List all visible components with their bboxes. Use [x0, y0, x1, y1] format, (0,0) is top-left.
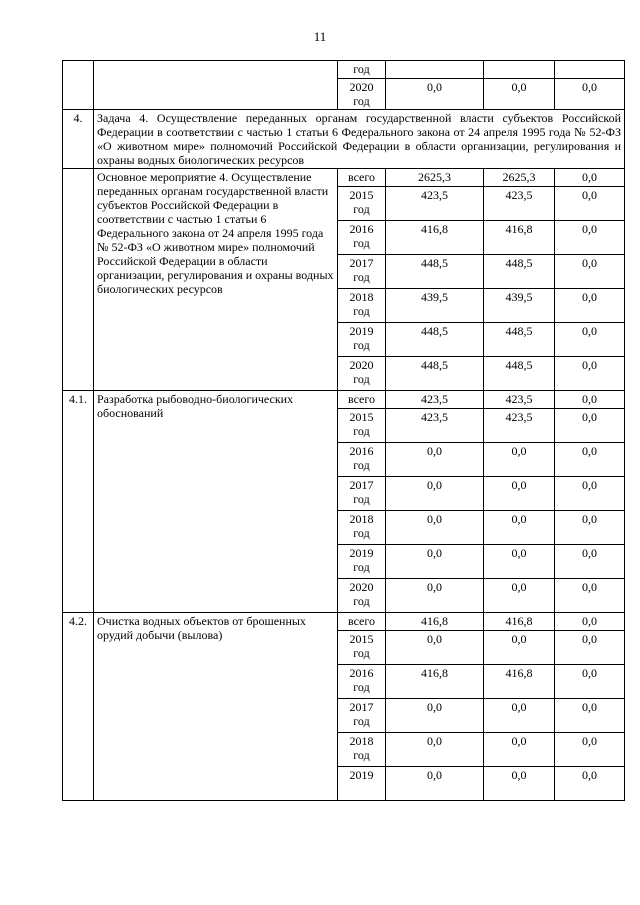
task-text: Задача 4. Осуществление переданных органам государственной власти субъектов Российской Федерации в соответствии с частью 1 статьи 6 Федерального закона от 24 апреля 1995 года № 52-ФЗ «О животном мире» полномочий Российской Федерации в области организации, регулирования и охраны водных биологических ресурсов	[94, 110, 625, 169]
year-cell: всего	[338, 613, 386, 631]
value-cell: 0,0	[484, 545, 555, 579]
task-number: 4.	[63, 110, 94, 169]
value-cell: 0,0	[555, 699, 625, 733]
budget-table	[62, 60, 625, 801]
value-cell: 2625,3	[484, 169, 555, 187]
year-cell: 2016 год	[338, 221, 386, 255]
year-cell: 2020 год	[338, 357, 386, 391]
value-cell: 0,0	[484, 733, 555, 767]
value-cell: 416,8	[484, 221, 555, 255]
year-cell: 2017 год	[338, 477, 386, 511]
year-cell: всего	[338, 169, 386, 187]
value-cell: 0,0	[555, 443, 625, 477]
value-cell: 416,8	[386, 613, 484, 631]
table-row	[63, 391, 625, 409]
value-cell: 0,0	[555, 511, 625, 545]
value-cell: 0,0	[484, 477, 555, 511]
budget-table-body	[63, 61, 625, 801]
value-cell: 439,5	[484, 289, 555, 323]
value-cell: 0,0	[484, 699, 555, 733]
year-cell: 2016 год	[338, 665, 386, 699]
value-cell: 0,0	[555, 391, 625, 409]
value-cell: 0,0	[555, 409, 625, 443]
value-cell: 0,0	[555, 289, 625, 323]
year-cell: 2015 год	[338, 409, 386, 443]
value-cell: 0,0	[555, 579, 625, 613]
value-cell: 0,0	[555, 357, 625, 391]
value-cell: 448,5	[386, 357, 484, 391]
value-cell: 416,8	[484, 665, 555, 699]
year-cell: 2018 год	[338, 289, 386, 323]
value-cell	[386, 61, 484, 79]
value-cell: 2625,3	[386, 169, 484, 187]
value-cell: 0,0	[386, 477, 484, 511]
value-cell: 0,0	[555, 187, 625, 221]
value-cell: 0,0	[386, 631, 484, 665]
value-cell: 0,0	[555, 545, 625, 579]
value-cell: 423,5	[484, 409, 555, 443]
value-cell: 0,0	[555, 169, 625, 187]
value-cell: 0,0	[484, 79, 555, 110]
year-cell: 2017 год	[338, 699, 386, 733]
value-cell: 0,0	[386, 443, 484, 477]
value-cell: 423,5	[386, 391, 484, 409]
year-cell: 2019 год	[338, 323, 386, 357]
value-cell: 0,0	[386, 733, 484, 767]
section-number	[63, 169, 94, 391]
year-cell: 2020 год	[338, 79, 386, 110]
number-cell	[63, 61, 94, 110]
section-title: Основное мероприятие 4. Осуществление переданных органам государственной власти субъектов Российской Федерации в соответствии с частью 1 статьи 6 Федерального закона от 24 апреля 1995 года № 52-ФЗ «О животном мире» полномочий Российской Федерации в области организации, регулирования и охраны водных биологических ресурсов	[94, 169, 338, 391]
value-cell: 0,0	[555, 631, 625, 665]
value-cell: 0,0	[484, 579, 555, 613]
year-cell: 2019	[338, 767, 386, 801]
year-cell: 2015 год	[338, 631, 386, 665]
table-row	[63, 613, 625, 631]
year-cell: 2019 год	[338, 545, 386, 579]
table-row	[63, 169, 625, 187]
value-cell: 0,0	[386, 511, 484, 545]
value-cell: 416,8	[386, 665, 484, 699]
year-cell: 2017 год	[338, 255, 386, 289]
year-cell: всего	[338, 391, 386, 409]
value-cell: 448,5	[484, 357, 555, 391]
value-cell: 423,5	[484, 391, 555, 409]
section-title: Разработка рыбоводно-биологических обоснований	[94, 391, 338, 613]
value-cell: 0,0	[484, 511, 555, 545]
value-cell: 0,0	[386, 699, 484, 733]
section-number: 4.1.	[63, 391, 94, 613]
value-cell: 0,0	[555, 79, 625, 110]
value-cell: 448,5	[484, 255, 555, 289]
year-cell: 2015 год	[338, 187, 386, 221]
value-cell: 0,0	[555, 613, 625, 631]
value-cell: 423,5	[386, 409, 484, 443]
value-cell: 0,0	[484, 767, 555, 801]
value-cell: 423,5	[386, 187, 484, 221]
value-cell: 448,5	[386, 323, 484, 357]
year-cell: 2018 год	[338, 511, 386, 545]
value-cell: 448,5	[386, 255, 484, 289]
table-row	[63, 61, 625, 79]
page-number: 11	[313, 29, 327, 44]
value-cell: 0,0	[555, 255, 625, 289]
value-cell: 0,0	[484, 443, 555, 477]
value-cell: 416,8	[386, 221, 484, 255]
value-cell	[555, 61, 625, 79]
year-cell: год	[338, 61, 386, 79]
value-cell: 439,5	[386, 289, 484, 323]
value-cell	[484, 61, 555, 79]
year-cell: 2016 год	[338, 443, 386, 477]
value-cell: 0,0	[555, 323, 625, 357]
value-cell: 416,8	[484, 613, 555, 631]
description-cell	[94, 61, 338, 110]
value-cell: 0,0	[386, 767, 484, 801]
value-cell: 0,0	[484, 631, 555, 665]
task-row	[63, 110, 625, 169]
value-cell: 0,0	[386, 79, 484, 110]
value-cell: 0,0	[555, 733, 625, 767]
value-cell: 0,0	[386, 545, 484, 579]
value-cell: 0,0	[555, 767, 625, 801]
value-cell: 0,0	[386, 579, 484, 613]
section-title: Очистка водных объектов от брошенных орудий добычи (вылова)	[94, 613, 338, 801]
value-cell: 0,0	[555, 221, 625, 255]
value-cell: 423,5	[484, 187, 555, 221]
value-cell: 0,0	[555, 665, 625, 699]
section-number: 4.2.	[63, 613, 94, 801]
year-cell: 2020 год	[338, 579, 386, 613]
year-cell: 2018 год	[338, 733, 386, 767]
value-cell: 0,0	[555, 477, 625, 511]
value-cell: 448,5	[484, 323, 555, 357]
